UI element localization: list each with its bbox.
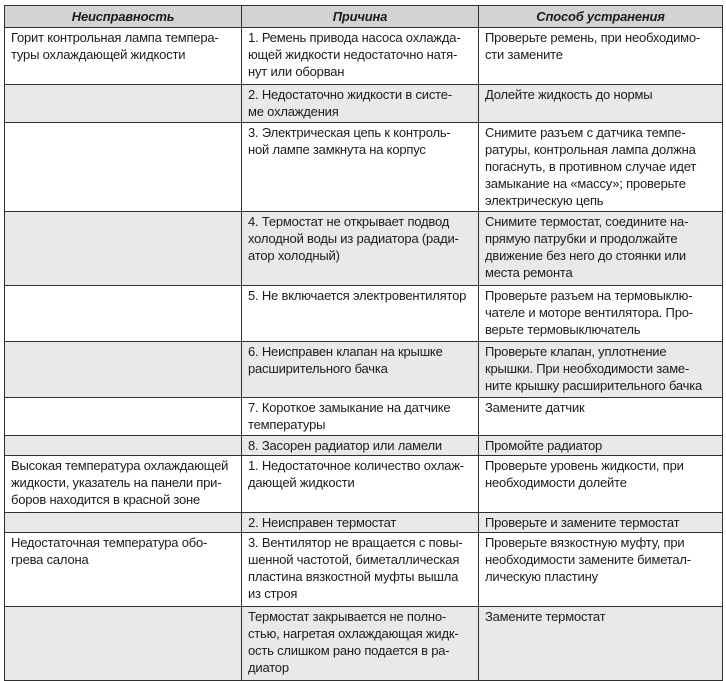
header-remedy: Способ устранения <box>479 6 723 28</box>
table-row <box>5 28 723 85</box>
cell-cause: 2. Недостаточно жидкости в систе- ме охлаждения <box>242 85 479 123</box>
cell-cause: 2. Неисправен термостат <box>242 513 479 533</box>
table-row <box>5 342 723 398</box>
cell-remedy: Проверьте клапан, уплотнение крышки. При необходимости заме- ните крышку расширительного бачка <box>479 342 723 398</box>
cell-remedy: Долейте жидкость до нормы <box>479 85 723 123</box>
cell-problem <box>5 212 242 286</box>
header-cause: Причина <box>242 6 479 28</box>
cell-problem <box>5 85 242 123</box>
table-header-row <box>5 6 723 28</box>
troubleshooting-table <box>4 5 723 681</box>
cell-problem <box>5 123 242 212</box>
cell-problem <box>5 286 242 342</box>
table-row <box>5 286 723 342</box>
cell-cause: 4. Термостат не открывает подвод холодной воды из радиатора (ради- атор холодный) <box>242 212 479 286</box>
table-row <box>5 123 723 212</box>
cell-remedy: Проверьте ремень, при необходимо- сти замените <box>479 28 723 85</box>
cell-problem: Горит контрольная лампа темпера- туры охлаждающей жидкости <box>5 28 242 85</box>
cell-cause: 5. Не включается электровентилятор <box>242 286 479 342</box>
cell-remedy: Проверьте уровень жидкости, при необходимости долейте <box>479 456 723 513</box>
cell-cause: 1. Недостаточное количество охлаж- дающей жидкости <box>242 456 479 513</box>
table-row <box>5 533 723 607</box>
cell-remedy: Снимите термостат, соедините на- прямую патрубки и продолжайте движение без него до стоянки или места ремонта <box>479 212 723 286</box>
cell-remedy: Снимите разъем с датчика темпе- ратуры, контрольная лампа должна погаснуть, в противном случае идет замыкание на «массу»; проверьте электрическую цепь <box>479 123 723 212</box>
cell-remedy: Проверьте разъем на термовыклю- чателе и моторе вентилятора. Про- верьте термовыключатель <box>479 286 723 342</box>
cell-cause: 1. Ремень привода насоса охлажда- ющей жидкости недостаточно натя- нут или оборван <box>242 28 479 85</box>
cell-remedy: Проверьте и замените термостат <box>479 513 723 533</box>
cell-cause: 7. Короткое замыкание на датчике температуры <box>242 398 479 436</box>
cell-problem <box>5 398 242 436</box>
cell-problem <box>5 513 242 533</box>
table-row <box>5 398 723 436</box>
cell-remedy: Замените термостат <box>479 607 723 681</box>
table-row <box>5 436 723 456</box>
cell-problem: Высокая температура охлаждающей жидкости, указатель на панели при- боров находится в красной зоне <box>5 456 242 513</box>
cell-problem <box>5 436 242 456</box>
cell-remedy: Проверьте вязкостную муфту, при необходимости замените биметал- лическую пластину <box>479 533 723 607</box>
header-problem: Неисправность <box>5 6 242 28</box>
cell-remedy: Замените датчик <box>479 398 723 436</box>
table-row <box>5 85 723 123</box>
cell-cause: Термостат закрывается не полно- стью, нагретая охлаждающая жидк- ость слишком рано подается в ра- диатор <box>242 607 479 681</box>
cell-cause: 6. Неисправен клапан на крышке расширительного бачка <box>242 342 479 398</box>
cell-cause: 3. Вентилятор не вращается с повы- шенной частотой, биметаллическая пластина вязкостной муфты вышла из строя <box>242 533 479 607</box>
cell-cause: 8. Засорен радиатор или ламели <box>242 436 479 456</box>
cell-cause: 3. Электрическая цепь к контроль- ной лампе замкнута на корпус <box>242 123 479 212</box>
cell-problem <box>5 342 242 398</box>
table-row <box>5 456 723 513</box>
cell-problem <box>5 607 242 681</box>
cell-problem: Недостаточная температура обо- грева салона <box>5 533 242 607</box>
table-row <box>5 212 723 286</box>
table-row <box>5 607 723 681</box>
table-row <box>5 513 723 533</box>
cell-remedy: Промойте радиатор <box>479 436 723 456</box>
